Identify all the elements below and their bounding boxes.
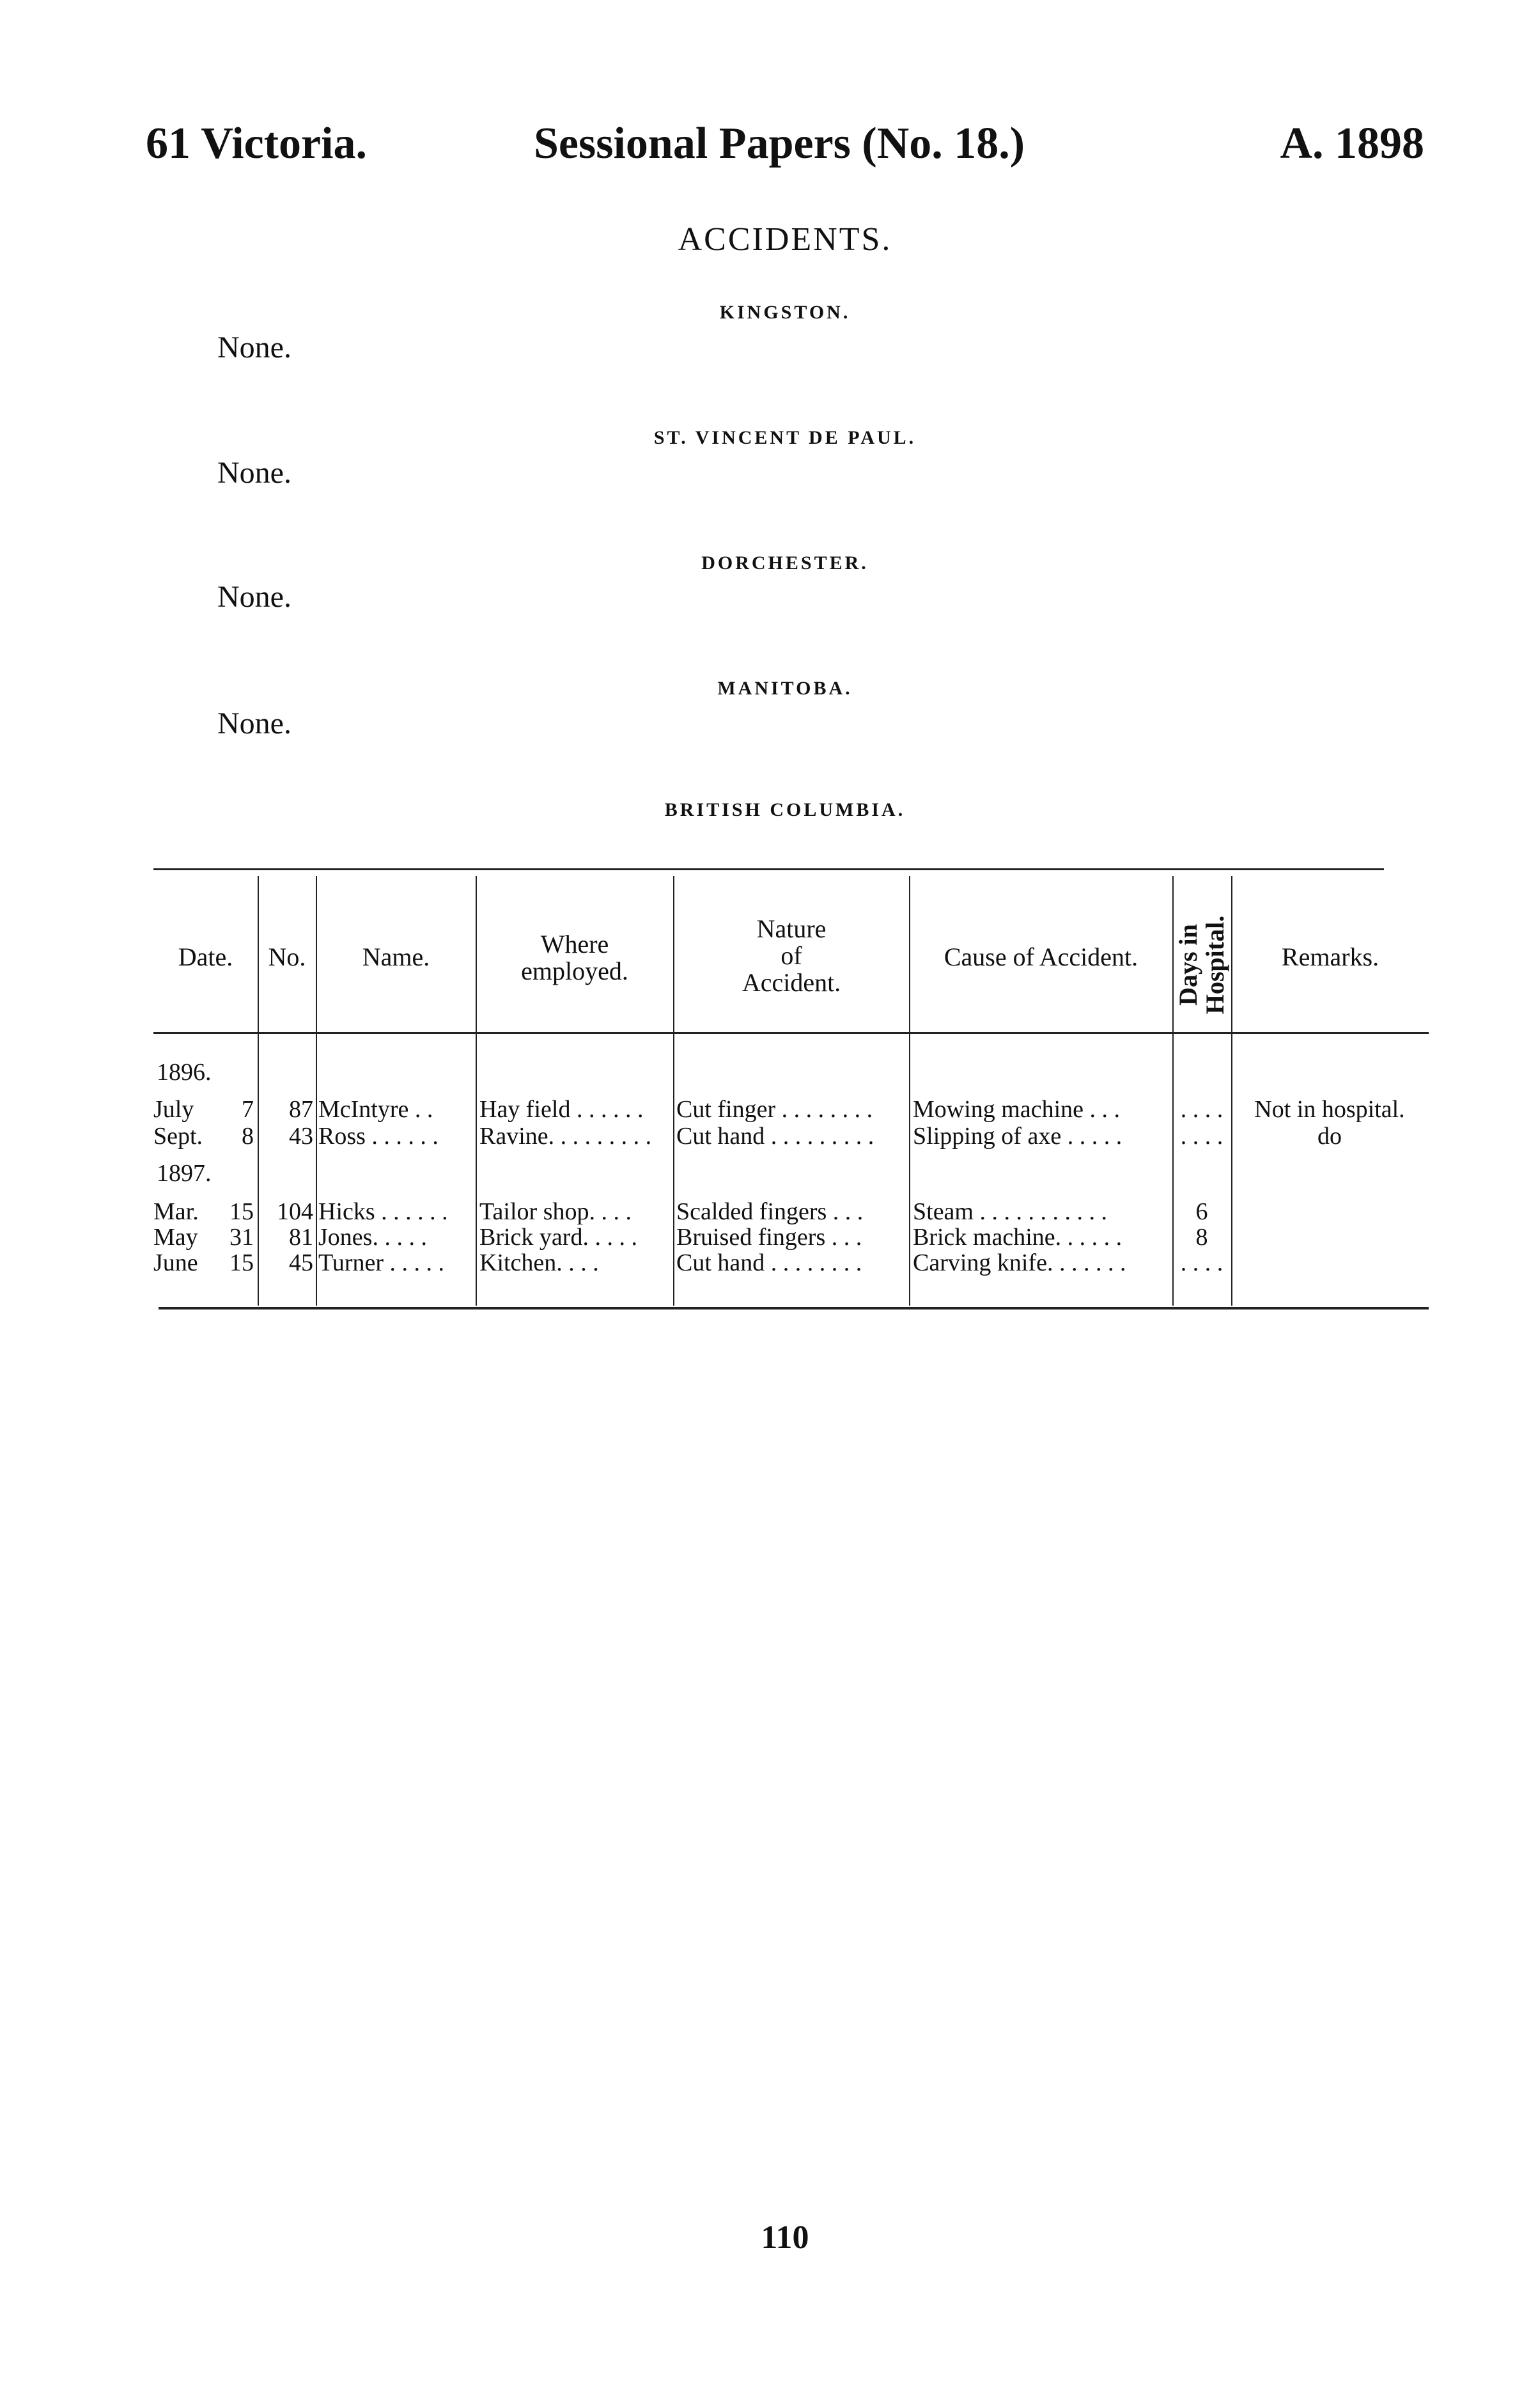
- table-row-nature: Bruised fingers . . .: [676, 1224, 862, 1251]
- table-row-days: 8: [1195, 1224, 1208, 1251]
- table-row-date-month: Mar.: [153, 1198, 199, 1225]
- table-row-name: Turner . . . . .: [318, 1249, 445, 1276]
- year-label: A. 1898: [1280, 119, 1424, 168]
- table-row-where: Brick yard. . . . .: [479, 1224, 637, 1251]
- table-row-where: Tailor shop. . . .: [479, 1198, 632, 1225]
- table-row-name: Jones. . . . .: [318, 1224, 427, 1251]
- table-row-cause: Steam . . . . . . . . . . .: [913, 1198, 1107, 1225]
- table-row-nature: Cut hand . . . . . . . . .: [676, 1123, 874, 1150]
- table-row-no: 81: [289, 1224, 313, 1251]
- header-where-employed: [476, 931, 673, 985]
- table-row-no: 45: [289, 1249, 313, 1276]
- table-row-cause: Carving knife. . . . . . .: [913, 1249, 1126, 1276]
- table-row-where: Kitchen. . . .: [479, 1249, 599, 1276]
- section-text-dorchester: None.: [217, 580, 291, 614]
- table-row-remarks: Not in hospital.: [1254, 1096, 1405, 1123]
- table-row-nature: Cut hand . . . . . . . .: [676, 1249, 862, 1276]
- header-days-line2: Hospital.: [1200, 915, 1229, 1015]
- section-text-kingston: None.: [217, 331, 291, 364]
- header-where-line2: employed.: [521, 957, 628, 985]
- table-row-no: 87: [289, 1096, 313, 1123]
- table-row-date-month: July: [153, 1096, 194, 1123]
- table-row-days: 6: [1195, 1198, 1208, 1225]
- header-nature-line3: Accident.: [742, 968, 841, 997]
- table-header-rule: [153, 1032, 1429, 1034]
- header-days-line1: Days in: [1173, 924, 1202, 1006]
- table-row-date-month: May: [153, 1224, 198, 1251]
- header-name: Name.: [362, 942, 430, 971]
- table-row-date-day: 8: [242, 1123, 254, 1150]
- header-nature-line2: of: [781, 941, 802, 970]
- header-nature-of-accident: [674, 916, 909, 996]
- table-row-date-day: 15: [229, 1198, 254, 1225]
- table-row-no: 43: [289, 1123, 313, 1150]
- table-row-remarks: do: [1317, 1123, 1342, 1150]
- section-text-manitoba: None.: [217, 707, 291, 740]
- table-row-name: McIntyre . .: [318, 1096, 433, 1123]
- section-heading-dorchester: DORCHESTER.: [701, 552, 869, 574]
- header-no: No.: [268, 942, 306, 971]
- table-row-date-day: 31: [229, 1224, 254, 1251]
- volume-label: 61 Victoria.: [146, 119, 368, 168]
- table-row-cause: Slipping of axe . . . . .: [913, 1123, 1122, 1150]
- header-nature-line1: Nature: [756, 914, 827, 943]
- section-text-st-vincent-de-paul: None.: [217, 456, 291, 490]
- table-row-days: . . . .: [1180, 1096, 1223, 1123]
- sessional-papers-title: Sessional Papers (No. 18.): [534, 119, 1025, 168]
- header-where-line1: Where: [540, 930, 609, 958]
- table-row-date-day: 7: [242, 1096, 254, 1123]
- page-title: ACCIDENTS.: [678, 221, 892, 258]
- header-remarks: Remarks.: [1281, 942, 1379, 971]
- table-bottom-rule: [159, 1307, 1429, 1310]
- table-row-days: . . . .: [1180, 1123, 1223, 1150]
- page-number: 110: [761, 2219, 809, 2256]
- column-divider: [316, 876, 317, 1306]
- table-row-nature: Scalded fingers . . .: [676, 1198, 864, 1225]
- table-row-no: 104: [277, 1198, 313, 1225]
- section-heading-manitoba: MANITOBA.: [717, 678, 853, 699]
- section-heading-british-columbia: BRITISH COLUMBIA.: [664, 799, 906, 820]
- table-top-rule: [153, 868, 1384, 870]
- table-row-date-day: 15: [229, 1249, 254, 1276]
- section-heading-kingston: KINGSTON.: [719, 302, 851, 323]
- table-row-days: . . . .: [1180, 1249, 1223, 1276]
- table-row-cause: Mowing machine . . .: [913, 1096, 1121, 1123]
- year-label: 1897.: [157, 1160, 212, 1187]
- table-row-cause: Brick machine. . . . . .: [913, 1224, 1122, 1251]
- table-row-date-month: Sept.: [153, 1123, 203, 1150]
- table-row-date-month: June: [153, 1249, 198, 1276]
- table-row-name: Ross . . . . . .: [318, 1123, 439, 1150]
- section-heading-st-vincent-de-paul: ST. VINCENT DE PAUL.: [653, 427, 917, 448]
- table-row-where: Hay field . . . . . .: [479, 1096, 644, 1123]
- header-date: Date.: [178, 942, 233, 971]
- header-cause-of-accident: Cause of Accident.: [944, 942, 1138, 971]
- table-row-nature: Cut finger . . . . . . . .: [676, 1096, 873, 1123]
- year-label: 1896.: [157, 1059, 212, 1086]
- column-divider: [909, 876, 910, 1306]
- table-row-where: Ravine. . . . . . . . .: [479, 1123, 652, 1150]
- table-row-name: Hicks . . . . . .: [318, 1198, 448, 1225]
